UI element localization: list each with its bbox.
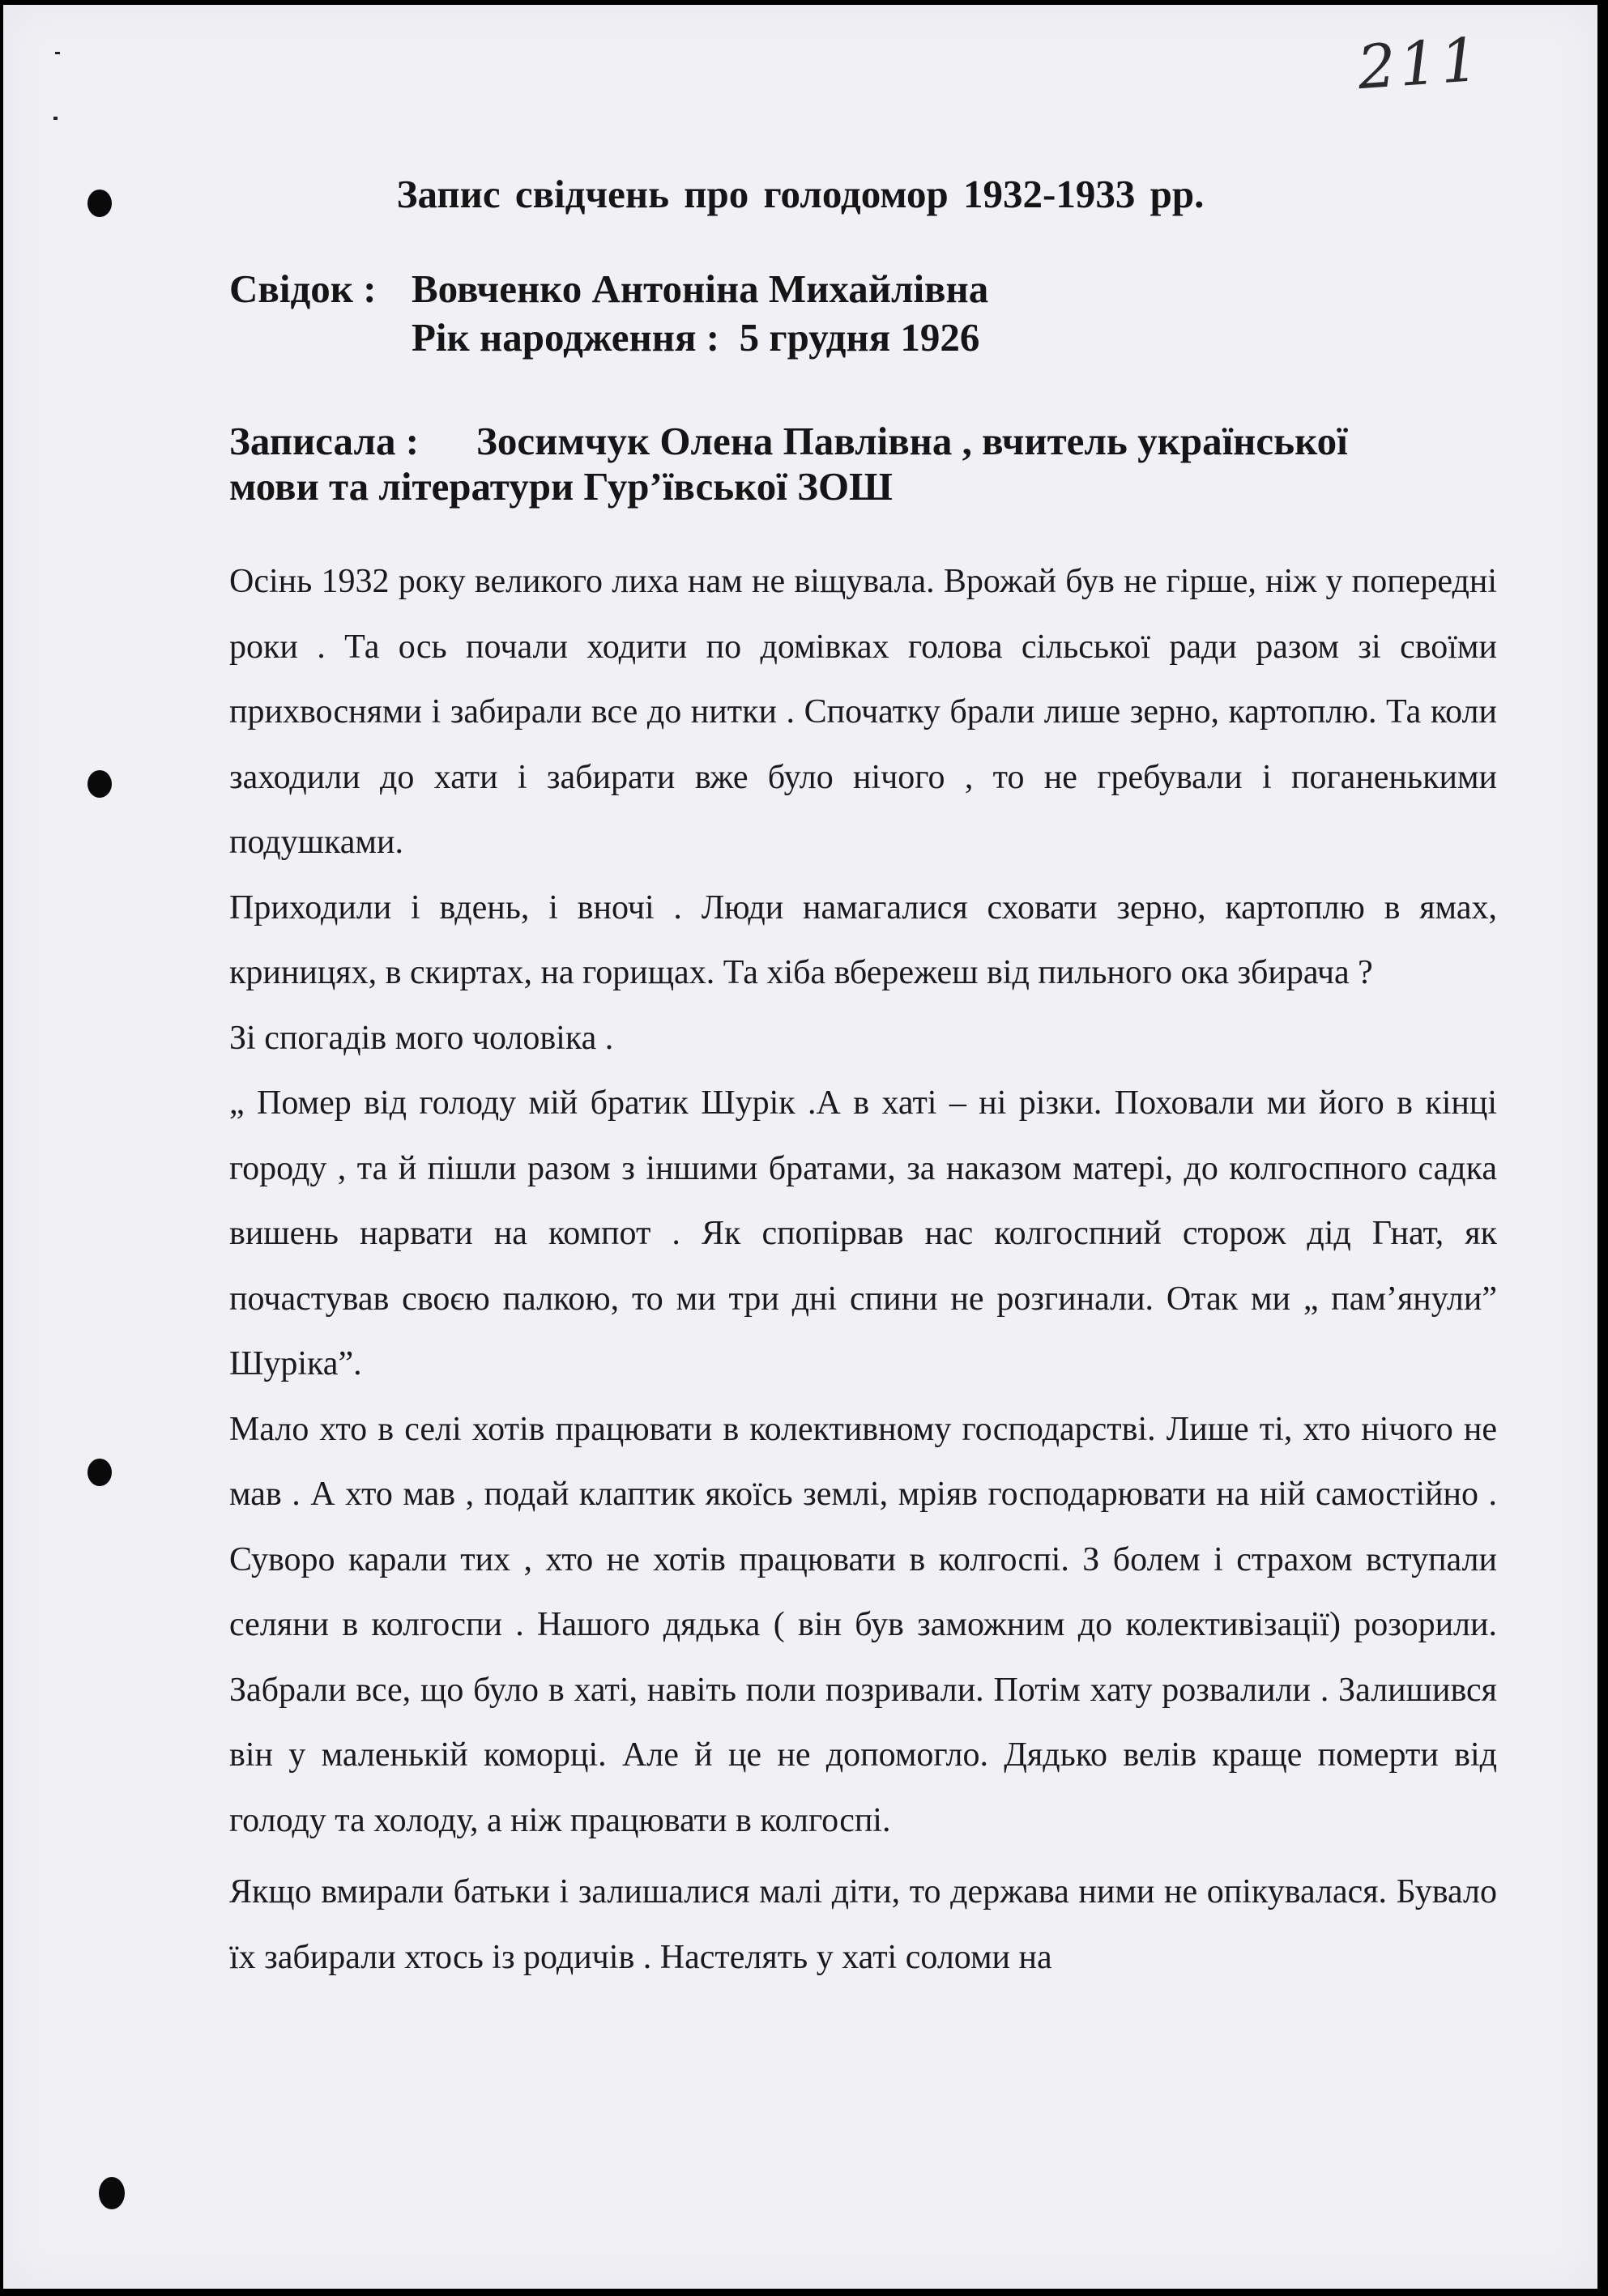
document-page — [3, 5, 1597, 2289]
paragraph: „ Помер від голоду мій братик Шурік .А в хаті – ні різки. Поховали ми його в кінці городу , та й пішли разом з іншими братами, за наказом матері, до колгоспного садка вишень нарвати на компот . Як спопірвав нас колгоспний сторож дід Гнат, як почастував своєю палкою, то ми три дні спини не розгинали. Отак ми „ пам’янули” Шуріка”. — [229, 1084, 1497, 1382]
page-title: Запис свідчень про голодомор 1932-1933 рр. — [396, 172, 1205, 216]
punch-hole — [87, 770, 112, 798]
margin-mark — [55, 52, 60, 54]
paragraph: Якщо вмирали батьки і залишалися малі діти, то держава ними не опікувалася. Бувало їх забирали хтось із родичів . Настелять у хаті соломи на — [229, 1873, 1497, 1976]
witness-name: Вовченко Антоніна Михайлівна — [412, 266, 989, 311]
birth-line — [412, 314, 979, 360]
punch-hole — [99, 2177, 125, 2209]
birth-label: Рік народження : — [412, 315, 720, 360]
paragraph: Приходили і вдень, і вночі . Люди намагалися сховати зерно, картоплю в ямах, криницях, в скиртах, на горищах. Та хіба вбережеш від пильного ока збирача ? — [229, 888, 1497, 991]
witness-label: Свідок : — [229, 266, 377, 311]
testimony-text — [229, 549, 1497, 1990]
margin-mark — [53, 117, 58, 120]
punch-hole — [87, 1459, 112, 1486]
recorder-line-2: мови та літератури Гур’ївської ЗОШ — [229, 464, 893, 509]
paragraph: Мало хто в селі хотів працювати в колективному господарстві. Лише ті, хто нічого не мав . А хто мав , подай клаптик якоїсь землі, мріяв господарювати на ній самостійно . Суворо карали тих , хто не хотів працювати в колгоспі. З болем і страхом вступали селяни в колгоспи . Нашого дядька ( він був заможним до колективізації) розорили. Забрали все, що було в хаті, навіть поли позривали. Потім хату розвалили . Залишився він у маленькій коморці. Але й це не допомогло. Дядько велів краще померти від голоду та холоду, а ніж працювати в колгоспі. — [229, 1410, 1497, 1839]
recorder-line — [229, 418, 1348, 464]
recorder-label: Записала : — [229, 419, 420, 463]
folio-number: 211 — [1355, 24, 1485, 104]
witness-line — [229, 266, 988, 312]
birth-date: 5 грудня 1926 — [739, 315, 980, 360]
recorder-name: Зосимчук Олена Павлівна , вчитель української — [476, 419, 1348, 463]
paragraph: Зі спогадів мого чоловіка . — [229, 1019, 614, 1057]
paragraph: Осінь 1932 року великого лиха нам не віщувала. Врожай був не гірше, ніж у попередні роки . Та ось почали ходити по домівках голова сільської ради разом зі своїми прихвоснями і забирали все до нитки . Спочатку брали лише зерно, картоплю. Та коли заходили до хати і забирати вже було нічого , то не гребували і поганенькими подушками. — [229, 563, 1497, 861]
